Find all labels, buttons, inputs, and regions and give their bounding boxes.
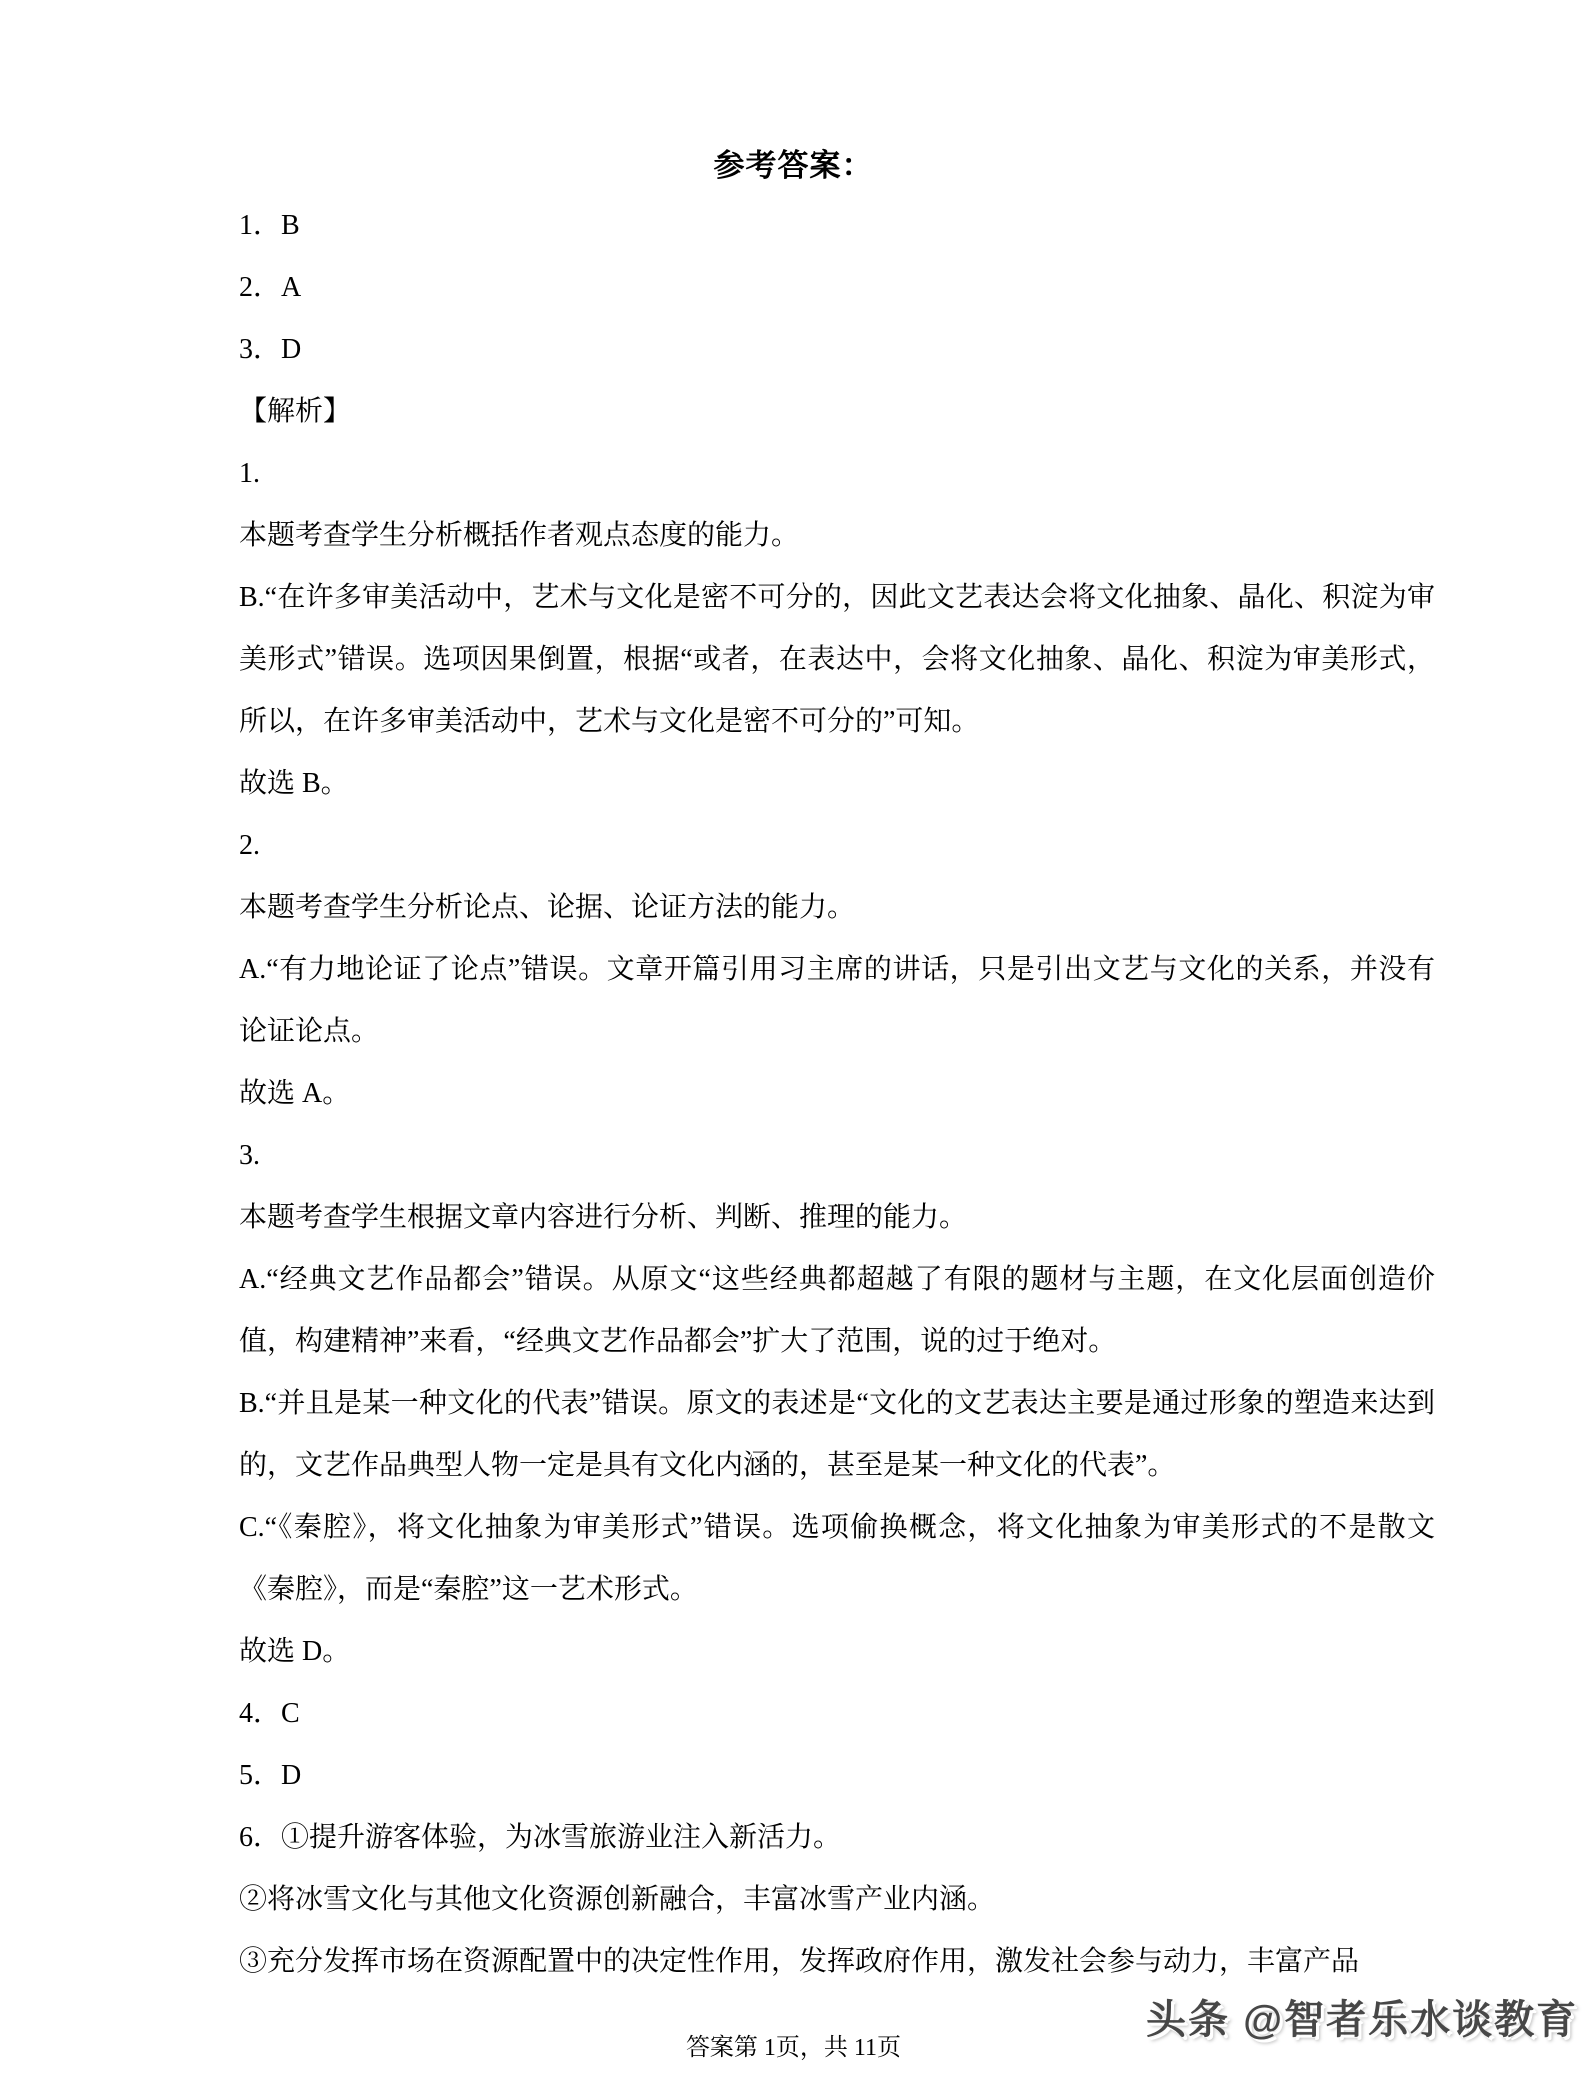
q3-skill-statement: 本题考查学生根据文章内容进行分析、判断、推理的能力。 xyxy=(239,1202,968,1233)
answer-line-q3: 3．D xyxy=(239,334,302,365)
answer-line-q2: 2．A xyxy=(239,272,302,303)
answer-line-q5: 5．D xyxy=(239,1760,302,1791)
answers-body xyxy=(239,195,1435,1993)
q2-option-a-analysis: A.“有力地论证了论点”错误。文章开篇引用习主席的讲话，只是引出文艺与文化的关系，并没有论证论点。 xyxy=(239,954,1435,1047)
q1-skill-statement: 本题考查学生分析概括作者观点态度的能力。 xyxy=(239,520,800,551)
q3-option-a-analysis: A.“经典文艺作品都会”错误。从原文“这些经典都超越了有限的题材与主题，在文化层面创造价值，构建精神”来看，“经典文艺作品都会”扩大了范围，说的过于绝对。 xyxy=(239,1264,1435,1357)
q3-option-b-analysis: B.“并且是某一种文化的代表”错误。原文的表述是“文化的文艺表达主要是通过形象的塑造来达到的，文艺作品典型人物一定是具有文化内涵的，甚至是某一种文化的代表”。 xyxy=(239,1388,1435,1481)
answer-line-q1: 1．B xyxy=(239,210,300,241)
q2-conclusion: 故选 A。 xyxy=(239,1078,351,1109)
q2-skill-statement: 本题考查学生分析论点、论据、论证方法的能力。 xyxy=(239,892,856,923)
q1-label: 1. xyxy=(239,458,260,489)
q3-label: 3. xyxy=(239,1140,260,1171)
answer-line-q4: 4．C xyxy=(239,1698,300,1729)
page-number: 答案第 1页，共 11页 xyxy=(685,2035,902,2061)
page-title: 参考答案： xyxy=(713,148,874,183)
answer-q6-point-3: ③充分发挥市场在资源配置中的决定性作用，发挥政府作用，激发社会参与动力，丰富产品 xyxy=(239,1946,1360,1977)
answer-q6-point-1: 6．①提升游客体验，为冰雪旅游业注入新活力。 xyxy=(239,1822,842,1853)
analysis-section-header: 【解析】 xyxy=(239,396,352,427)
q3-option-c-analysis: C.“《秦腔》，将文化抽象为审美形式”错误。选项偷换概念，将文化抽象为审美形式的不是散文《秦腔》，而是“秦腔”这一艺术形式。 xyxy=(239,1512,1435,1605)
q2-label: 2. xyxy=(239,830,260,861)
q1-option-b-analysis: B.“在许多审美活动中，艺术与文化是密不可分的，因此文艺表达会将文化抽象、晶化、积淀为审美形式”错误。选项因果倒置，根据“或者，在表达中，会将文化抽象、晶化、积淀为审美形式，所以，在许多审美活动中，艺术与文化是密不可分的”可知。 xyxy=(239,582,1435,737)
answer-q6-point-2: ②将冰雪文化与其他文化资源创新融合，丰富冰雪产业内涵。 xyxy=(239,1884,996,1915)
watermark-toutiao: 头条 @智者乐水谈教育 xyxy=(1146,1998,1579,2042)
q1-conclusion: 故选 B。 xyxy=(239,768,349,799)
q3-conclusion: 故选 D。 xyxy=(239,1636,351,1667)
